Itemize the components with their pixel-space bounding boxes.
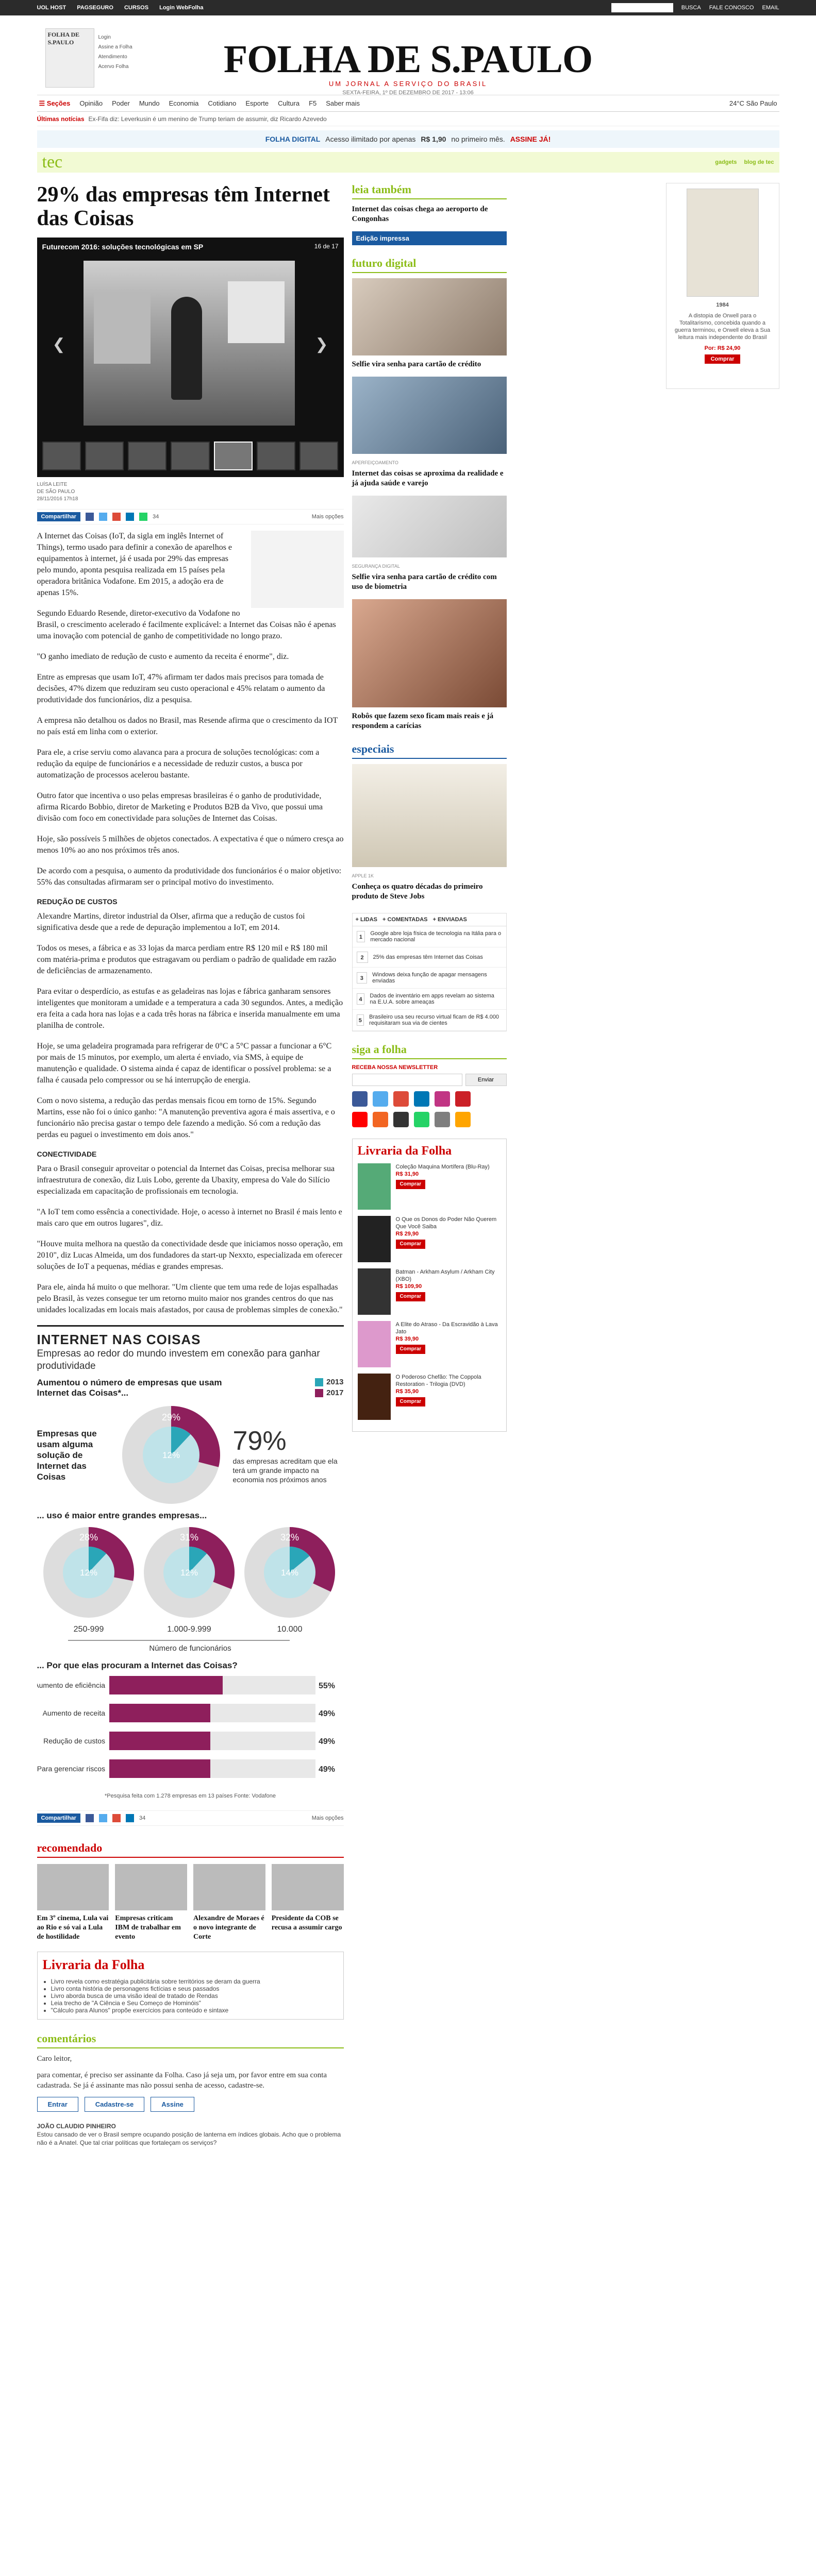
book-cover xyxy=(358,1374,391,1420)
ticker-label: Últimas notícias xyxy=(37,115,85,123)
paper-title: FOLHA DE S.PAULO xyxy=(47,31,80,46)
book-item[interactable] xyxy=(358,1374,501,1420)
login-link[interactable]: Login xyxy=(98,35,111,40)
paragraph: Alexandre Martins, diretor industrial da Olser, afirma que a redução de custos foi significativa desde que a rede de depuração implementou a IoT, em 2014. xyxy=(37,912,305,932)
nav-item-opiniao[interactable]: Opinião xyxy=(79,99,103,107)
email-icon[interactable] xyxy=(435,1112,450,1127)
paragraph: Todos os meses, a fábrica e as 33 lojas da marca perdiam entre R$ 120 mil e R$ 180 mil com matéria-prima e produtos que estragavam ou perdiam o padrão de qualidade em razão de deficiências de armazenamento. xyxy=(37,944,337,975)
buy-button[interactable]: Comprar xyxy=(396,1397,426,1406)
book-price: R$ 39,90 xyxy=(395,1336,419,1342)
infographic xyxy=(37,1325,344,1804)
buy-button[interactable]: Comprar xyxy=(396,1292,426,1301)
social-icons xyxy=(352,1091,507,1127)
archive-link[interactable]: Acervo Folha xyxy=(98,64,129,70)
instagram-icon[interactable] xyxy=(435,1091,450,1107)
legend-label: 2013 xyxy=(326,1378,344,1386)
whatsapp-icon[interactable] xyxy=(414,1112,429,1127)
bookstore-link[interactable]: • Livro aborda busca de uma visão ideal de tratado de Rendas xyxy=(51,1992,338,1999)
futuro-title: futuro digital xyxy=(352,257,507,273)
rank: 5 xyxy=(357,1014,364,1026)
list-item-text: Brasileiro usa seu recurso virtual ficam de R$ 4.000 requisitaram sua via de cientes xyxy=(369,1014,499,1026)
edition-date: SEXTA-FEIRA, 1º DE DEZEMBRO DE 2017 - 13:06 xyxy=(342,90,474,96)
list-item[interactable] xyxy=(353,989,506,1010)
weather-widget[interactable]: 24°C São Paulo xyxy=(729,99,777,107)
related-link[interactable]: Internet das coisas chega ao aeroporto de Congonhas xyxy=(352,205,488,223)
list-item-text: 25% das empresas têm Internet das Coisas xyxy=(373,954,483,960)
list-item-text: Google abre loja física de tecnologia na Itália para o mercado nacional xyxy=(370,930,502,943)
site-logo[interactable]: FOLHA DE S.PAULO xyxy=(223,38,593,81)
paragraph: Outro fator que incentiva o uso pelas empresas brasileiras é o ganho de produtividade, afirma Ricardo Bobbio, diretor de Marketing e Produtos B2B da Vivo, que possui uma divisão com foco em conectividade para soluções de Internet das Coisas. xyxy=(37,791,323,823)
facebook-icon[interactable] xyxy=(86,513,94,521)
source: Fonte: Vodafone xyxy=(234,1793,276,1799)
publish-date: 28/11/2016 17h18 xyxy=(37,496,78,502)
paragraph: De acordo com a pesquisa, o aumento da produtividade dos funcionários é o maior objetivo: 55% das consultadas afirmaram ser o principal motivo do investimento. xyxy=(37,867,342,887)
bookstore-link[interactable]: • Livro revela como estratégia publicitária sobre territórios se deram da guerra xyxy=(51,1978,338,1985)
share-button[interactable]: Compartilhar xyxy=(37,1814,80,1823)
infographic-title: INTERNET NAS COISAS xyxy=(37,1332,201,1347)
paragraph: A empresa não detalhou os dados no Brasil, mas Resende afirma que o crescimento da IOT no país está em linha com o exterior. xyxy=(37,716,338,736)
size-category-label: 1.000-9.999 xyxy=(166,1625,211,1634)
especiais-title: especiais xyxy=(352,742,507,759)
book-title: Batman - Arkham Asylum / Arkham City (XBO) xyxy=(395,1269,495,1282)
book-price: R$ 35,90 xyxy=(395,1388,419,1395)
inline-ad[interactable] xyxy=(251,531,344,608)
size-category-label: 250-999 xyxy=(73,1625,104,1634)
company-size-donuts xyxy=(37,1521,344,1655)
futuro-headline: Selfie vira senha para cartão de crédito com uso de biometria xyxy=(352,573,497,591)
recommended-item[interactable] xyxy=(37,1864,109,1941)
bar-value-label: 49% xyxy=(318,1737,335,1746)
ad-buy-button[interactable]: Comprar xyxy=(705,354,741,364)
newsletter-email-input[interactable] xyxy=(352,1074,462,1086)
comments-title: comentários xyxy=(37,2032,344,2048)
subheading-custos: REDUÇÃO DE CUSTOS xyxy=(37,897,118,906)
list-item[interactable] xyxy=(353,926,506,947)
gallery-next-icon[interactable]: ❯ xyxy=(315,336,328,353)
book-title: A Elite do Atraso - Da Escravidão à Lava Jato xyxy=(395,1321,498,1335)
nav-item-cotidiano[interactable]: Cotidiano xyxy=(208,99,237,107)
newsletter-submit-button[interactable]: Enviar xyxy=(465,1074,507,1086)
facebook-icon[interactable] xyxy=(86,1814,94,1822)
bar-category-label: Para gerenciar riscos xyxy=(37,1765,105,1773)
book-title: O Que os Donos do Poder Não Querem Que Você Saiba xyxy=(395,1216,497,1230)
gallery-prev-icon[interactable]: ❮ xyxy=(52,336,65,353)
book-item[interactable] xyxy=(358,1268,501,1315)
nav-item-mundo[interactable]: Mundo xyxy=(139,99,160,107)
nav-item-poder[interactable]: Poder xyxy=(112,99,130,107)
paragraph: Para ele, a crise serviu como alavanca para a procura de soluções tecnológicas: com a redução da equipe de funcionários e a necessidade de reduzir custos, a busca por automatização de processos acelerou bastante. xyxy=(37,748,320,779)
bar-value-label: 49% xyxy=(318,1765,335,1774)
sections-menu-button[interactable]: ☰ Seções xyxy=(39,99,71,107)
recommended-headline: Presidente da COB se recusa a assumir cargo xyxy=(271,1914,342,1931)
thumbnail[interactable] xyxy=(257,442,295,470)
banner-after: no primeiro mês. xyxy=(451,135,505,143)
search-input[interactable] xyxy=(611,3,673,12)
donut-label-2013: 12% xyxy=(180,1568,198,1578)
donut-label-2017: 32% xyxy=(280,1532,299,1543)
share-bar-bottom xyxy=(37,1810,344,1826)
article-body xyxy=(37,531,344,1316)
recommended-section xyxy=(37,1841,344,1941)
photo-gallery[interactable] xyxy=(37,238,344,477)
futuro-image[interactable] xyxy=(352,377,507,454)
paragraph: Para o Brasil conseguir aproveitar o potencial da Internet das Coisas, precisa melhorar sua infraestrutura de conexão, diz Luis Lobo, gerente da Ubaxity, empresa do Vale do Silício especializada em capacitação de profissionais em tecnologia. xyxy=(37,1164,335,1196)
gallery-thumbnails xyxy=(42,440,339,472)
bar-value-label: 55% xyxy=(318,1682,335,1690)
login-button[interactable]: Entrar xyxy=(37,2097,78,2112)
sections-label: Seções xyxy=(46,99,71,107)
thumbnail[interactable] xyxy=(42,442,81,470)
sidebar xyxy=(352,183,507,2153)
right-ad-column xyxy=(666,183,779,2153)
recommended-headline: Empresas criticam IBM de trabalhar em evento xyxy=(115,1914,181,1941)
footnote: *Pesquisa feita com 1.278 empresas em 13 países xyxy=(104,1793,233,1799)
futuro-image[interactable] xyxy=(352,496,507,557)
legend-label: 2017 xyxy=(326,1388,344,1397)
bar-value-label: 49% xyxy=(318,1709,335,1718)
book-price: R$ 109,90 xyxy=(395,1283,422,1290)
book-title: O Poderoso Chefão: The Coppola Restoration - Trilogia (DVD) xyxy=(395,1374,481,1387)
bar-category-label: Redução de custos xyxy=(43,1737,105,1745)
author-location: DE SÃO PAULO xyxy=(37,489,75,495)
twitter-icon[interactable] xyxy=(99,1814,107,1822)
paragraph: Com o novo sistema, a redução das perdas mensais ficou em torno de 15%. Segundo Martins, esse não foi o único ganho: "A manutenção preventiva agora é mais assertiva, e o funcionário não precisa gastar o tempo dele fazendo a medição. Só com a redução das perdas eu paguei o investimento em dois anos." xyxy=(37,1096,335,1139)
paragraph: Hoje, se uma geladeira programada para refrigerar de 0°C a 5°C passar a funcionar a 6°C por mais de 15 minutos, por exemplo, um alerta é enviado, via SMS, à equipe de manutenção e qualidade. O sistema ainda é capaz de identificar o possível problema: se a falha é causada pelo compressor ou se há interrupção de energia. xyxy=(37,1042,332,1084)
stat-text: das empresas acreditam que ela terá um grande impacto na economia nos próximos anos xyxy=(232,1457,338,1484)
kicker: APERFEIÇOAMENTO xyxy=(352,460,398,465)
comment xyxy=(37,2122,344,2147)
paragraph: "A IoT tem como essência a conectividade. Hoje, o acesso à internet no Brasil é mais lento e mais caro que em outros lugares", diz. xyxy=(37,1208,342,1228)
ticker-text[interactable]: Ex-Fifa diz: Leverkusin é um menino de Trump teriam de assumir, diz Ricardo Azevedo xyxy=(88,115,327,123)
share-button[interactable]: Compartilhar xyxy=(37,512,80,521)
rank: 2 xyxy=(357,952,368,963)
gallery-counter: 16 de 17 xyxy=(314,243,339,250)
section-title[interactable]: tec xyxy=(42,152,63,172)
list-item[interactable] xyxy=(353,968,506,989)
nav-item-saber[interactable]: Saber mais xyxy=(326,99,360,107)
nav-item-esporte[interactable]: Esporte xyxy=(245,99,269,107)
infographic-subtitle: Empresas ao redor do mundo investem em conexão para ganhar produtividade xyxy=(37,1348,320,1371)
buy-button[interactable]: Comprar xyxy=(396,1240,426,1249)
share-count: 34 xyxy=(139,1815,146,1821)
banner-cta[interactable]: ASSINE JÁ! xyxy=(510,135,551,143)
book-title: Coleção Maquina Mortífera (Blu-Ray) xyxy=(395,1164,490,1170)
facebook-icon[interactable] xyxy=(352,1091,368,1107)
subheading-conectividade: CONECTIVIDADE xyxy=(37,1150,97,1158)
article-column xyxy=(37,183,344,2153)
especiais-headline: Conheça os quatro décadas do primeiro produto de Steve Jobs xyxy=(352,883,483,901)
nav-item-f5[interactable]: F5 xyxy=(309,99,317,107)
size-category-label: 10.000 xyxy=(277,1625,302,1634)
share-count: 34 xyxy=(152,514,159,520)
especiais-item[interactable] xyxy=(352,871,507,902)
stat-value: 79% xyxy=(232,1426,287,1456)
legend xyxy=(315,1378,343,1397)
book-item[interactable] xyxy=(358,1163,501,1210)
question-3: ... Por que elas procuram a Internet das Coisas? xyxy=(37,1660,238,1670)
paragraph: Segundo Eduardo Resende, diretor-executivo da Vodafone no Brasil, o crescimento acelerado é facilmente explicável: a Internet das Coisas não é apenas uma inovação com potencial de ganho de competitividade no longo prazo. xyxy=(37,609,336,640)
follow-title: siga a folha xyxy=(352,1043,507,1059)
register-button[interactable]: Cadastre-se xyxy=(85,2097,144,2112)
bar xyxy=(109,1704,210,1722)
more-options-link[interactable]: Mais opções xyxy=(311,514,344,520)
tab-most-sent[interactable]: + ENVIADAS xyxy=(432,917,467,923)
thumbnail[interactable] xyxy=(85,442,124,470)
legend-item xyxy=(315,1388,343,1397)
comment-text: Estou cansado de ver o Brasil sempre ocupando posição de lanterna em índices globais. Acho que o problema não é a Anatel. Que tal criar políticas que fortaleçam os serviços? xyxy=(37,2131,341,2146)
recommended-item[interactable] xyxy=(272,1864,344,1941)
question-2: ... uso é maior entre grandes empresas... xyxy=(37,1511,207,1520)
futuro-image[interactable] xyxy=(352,599,507,707)
paragraph: A Internet das Coisas (IoT, da sigla em inglês Internet of Things), termo usado para definir a conexão de aparelhos e equipamentos à internet, já é usada por 29% das empresas pelo mundo, aponta pesquisa realizada em 15 países pela operadora britânica Vodafone. Em 2015, a adoção era de apenas 15%. xyxy=(37,532,232,597)
author-name: LUÍSA LEITE xyxy=(37,482,68,487)
ad-text: A distopia de Orwell para o Totalitarismo, concebida quando a guerra terminou, e Orwell eleva a Sua leitura mais independente do Brasil xyxy=(674,313,771,341)
donut-label-2013: 12% xyxy=(79,1568,97,1578)
rank: 1 xyxy=(357,931,365,942)
book-ad[interactable] xyxy=(666,183,779,389)
adoption-donut xyxy=(120,1403,223,1506)
bookstore-link[interactable]: • Leia trecho de "A Ciência e Seu Começo de Hominóis" xyxy=(51,1999,338,2007)
related-title: leia também xyxy=(352,183,507,199)
whatsapp-icon[interactable] xyxy=(139,513,147,521)
paragraph: "Houve muita melhora na questão da conectividade desde que iniciamos nosso operação, em 2010", diz Lucas Almeida, um dos fundadores da start-up Nexxto, especializada em oferecer soluções de IoT a pequenas, médias e grandes empresas. xyxy=(37,1240,343,1271)
book-price: R$ 29,90 xyxy=(395,1231,419,1237)
list-item-text: Dados de inventário em apps revelam ao sistema na E.U.A. sobre ameaças xyxy=(370,993,494,1005)
donut-label-2017: 31% xyxy=(179,1532,198,1543)
paragraph: Entre as empresas que usam IoT, 47% afirmam ter dados mais precisos para tomada de decisões, 47% dizem que reduziram seu custo operacional e 45% relatam o aumento da produtividade dos funcionários, diz a pesquisa. xyxy=(37,673,325,704)
topbar-link-uolhost[interactable]: UOL HOST xyxy=(37,5,66,11)
comments-greeting: Caro leitor, xyxy=(37,2055,72,2063)
main-nav xyxy=(37,95,779,112)
pinterest-icon[interactable] xyxy=(455,1091,471,1107)
email-link[interactable]: EMAIL xyxy=(762,5,779,11)
donut-label-2017: 28% xyxy=(79,1532,98,1543)
nav-item-cultura[interactable]: Cultura xyxy=(278,99,300,107)
share-bar xyxy=(37,509,344,524)
recommended-item[interactable] xyxy=(193,1864,265,1941)
linkedin-icon[interactable] xyxy=(414,1091,429,1107)
donut-caption: Empresas que usam alguma solução de Internet das Coisas xyxy=(37,1428,97,1482)
rank: 3 xyxy=(357,972,368,984)
support-link[interactable]: Atendimento xyxy=(98,54,127,60)
topbar-link-login[interactable]: Login WebFolha xyxy=(159,5,204,11)
bookstore-link[interactable]: • "Cálculo para Alunos" propõe exercícios para conteúdo e sintaxe xyxy=(51,2007,338,2014)
linkedin-icon[interactable] xyxy=(126,513,134,521)
topbar-link-pagseguro[interactable]: PAGSEGURO xyxy=(77,5,113,11)
futuro-headline: Internet das coisas se aproxima da realidade e já ajuda saúde e varejo xyxy=(352,469,504,487)
futuro-item[interactable]: Selfie vira senha para cartão de crédito xyxy=(352,360,481,368)
gallery-photo xyxy=(84,261,295,426)
thumbnail[interactable] xyxy=(299,442,338,470)
book-cover xyxy=(358,1216,391,1262)
top-utility-bar xyxy=(0,0,816,15)
googleplus-icon[interactable] xyxy=(112,1814,121,1822)
bar xyxy=(109,1759,210,1778)
ad-price: Por: R$ 24,90 xyxy=(704,345,741,351)
tab-most-commented[interactable]: + COMENTADAS xyxy=(382,917,428,923)
motives-bar-chart xyxy=(37,1671,344,1789)
nav-item-economia[interactable]: Economia xyxy=(169,99,199,107)
logo-tagline: UM JORNAL A SERVIÇO DO BRASIL xyxy=(328,80,488,88)
rss-icon[interactable] xyxy=(373,1112,388,1127)
bookstore-widget-title[interactable]: Livraria da Folha xyxy=(357,1144,452,1158)
linkedin-icon[interactable] xyxy=(126,1814,134,1822)
newsletter-label: RECEBA NOSSA NEWSLETTER xyxy=(352,1064,438,1071)
digital-subscription-banner[interactable] xyxy=(37,130,779,148)
most-read-box xyxy=(352,913,507,1031)
book-item[interactable] xyxy=(358,1321,501,1367)
kicker: APPLE 1K xyxy=(352,873,374,878)
buy-button[interactable]: Comprar xyxy=(396,1345,426,1354)
twitter-icon[interactable] xyxy=(373,1091,388,1107)
futuro-image[interactable] xyxy=(352,278,507,355)
googleplus-icon[interactable] xyxy=(393,1091,409,1107)
book-price: R$ 31,90 xyxy=(395,1171,419,1177)
book-cover xyxy=(358,1163,391,1210)
search-button[interactable]: BUSCA xyxy=(681,5,701,11)
recommended-item[interactable] xyxy=(115,1864,187,1941)
bookstore-link[interactable]: • Livro conta história de personagens fictícias e seus passados xyxy=(51,1985,338,1992)
paragraph: Para evitar o desperdício, as estufas e as geladeiras nas lojas e fábrica ganharam sensores inteligentes que monitoram a umidade e a temperatura a cada 30 segundos. Antes, a medição era feita a cada hora nas lojas e a cada três horas na fábrica e inserida manualmente em uma planilha de controle. xyxy=(37,987,343,1030)
kicker: SEGURANÇA DIGITAL xyxy=(352,564,400,569)
question-1: Aumentou o número de empresas que usam Internet das Coisas*... xyxy=(37,1378,222,1398)
bar-category-label: Aumento de eficiência xyxy=(37,1681,105,1689)
paragraph: Hoje, são possíveis 5 milhões de objetos conectados. A expectativa é que o número cresça ao menos 10% ao ano nos próximos três anos. xyxy=(37,835,344,855)
section-header xyxy=(37,152,779,173)
recommended-headline: Alexandre de Moraes é o novo integrante de Corte xyxy=(193,1914,264,1941)
paragraph: "O ganho imediato de redução de custo e aumento da receita é enorme", diz. xyxy=(37,652,289,661)
contact-link[interactable]: FALE CONOSCO xyxy=(709,5,754,11)
twitter-icon[interactable] xyxy=(99,513,107,521)
subscribe-button[interactable]: Assine xyxy=(151,2097,194,2112)
size-axis-label: Número de funcionários xyxy=(148,1644,231,1653)
topbar-link-cursos[interactable]: CURSOS xyxy=(124,5,149,11)
latest-news-ticker xyxy=(37,112,779,126)
googleplus-icon[interactable] xyxy=(112,513,121,521)
bookstore-widget xyxy=(352,1139,507,1432)
ad-book-cover xyxy=(687,189,759,297)
donut-label-2013: 12% xyxy=(162,1450,180,1460)
gallery-title: Futurecom 2016: soluções tecnológicas em SP xyxy=(42,243,204,251)
tab-most-read[interactable]: + LIDAS xyxy=(355,917,377,923)
thumbnail[interactable] xyxy=(128,442,166,470)
section-link-gadgets[interactable]: gadgets xyxy=(715,159,737,165)
subscribe-link[interactable]: Assine a Folha xyxy=(98,44,132,50)
print-edition-link[interactable]: Edição impressa xyxy=(352,231,507,245)
banner-price: R$ 1,90 xyxy=(421,135,446,143)
legend-item xyxy=(315,1378,343,1386)
youtube-icon[interactable] xyxy=(352,1112,368,1127)
banner-brand: FOLHA DIGITAL xyxy=(265,135,321,143)
list-item[interactable] xyxy=(353,1010,506,1031)
comments-info: para comentar, é preciso ser assinante da Folha. Caso já seja um, por favor entre em sua conta cadastrada. Se já é assinante mas não possui senha de acesso, cadastre-se. xyxy=(37,2071,327,2090)
comments-section xyxy=(37,2032,344,2147)
banner-text: Acesso ilimitado por apenas xyxy=(325,135,416,143)
book-item[interactable] xyxy=(358,1216,501,1262)
masthead xyxy=(37,15,779,95)
rank: 4 xyxy=(357,993,365,1005)
futuro-item[interactable] xyxy=(352,458,507,488)
paragraph: Para ele, ainda há muito o que melhorar. "Um cliente que tem uma rede de lojas espalhadas pelo Brasil, às vezes consegue ter um retorno muito maior nos grandes centros do que nas unidades localizadas em locais mais afastados, por causa de problemas simples de conexão." xyxy=(37,1283,343,1314)
donut-label-2013: 14% xyxy=(280,1568,298,1578)
bar-category-label: Aumento de receita xyxy=(42,1709,105,1717)
futuro-item[interactable]: Robôs que fazem sexo ficam mais reais e já respondem a carícias xyxy=(352,712,494,730)
comment-author[interactable]: JOÃO CLAUDIO PINHEIRO xyxy=(37,2123,116,2130)
bookstore-title[interactable]: Livraria da Folha xyxy=(42,1957,145,1972)
recommended-headline: Em 3º cinema, Lula vai ao Rio e só vai a Lula de hostilidade xyxy=(37,1914,109,1941)
mobile-icon[interactable] xyxy=(393,1112,409,1127)
recommended-title: recomendado xyxy=(37,1841,344,1858)
thumbnail[interactable] xyxy=(171,442,209,470)
list-item-text: Windows deixa função de apagar mensagens enviadas xyxy=(372,972,487,984)
buy-button[interactable]: Comprar xyxy=(396,1180,426,1189)
list-item[interactable] xyxy=(353,947,506,968)
article-title: 29% das empresas têm Internet das Coisas xyxy=(37,183,330,230)
section-link-blog[interactable]: blog de tec xyxy=(744,159,774,165)
book-cover xyxy=(358,1268,391,1315)
ad-title: 1984 xyxy=(716,302,729,308)
bookstore-box xyxy=(37,1952,344,2020)
especiais-image[interactable] xyxy=(352,764,507,867)
donut-label-2017: 29% xyxy=(161,1412,180,1422)
futuro-item[interactable] xyxy=(352,562,507,592)
more-options-link[interactable]: Mais opções xyxy=(311,1815,344,1821)
bar xyxy=(109,1676,223,1694)
book-cover xyxy=(358,1321,391,1367)
thumbnail[interactable] xyxy=(214,442,253,470)
bar xyxy=(109,1732,210,1750)
podcast-icon[interactable] xyxy=(455,1112,471,1127)
